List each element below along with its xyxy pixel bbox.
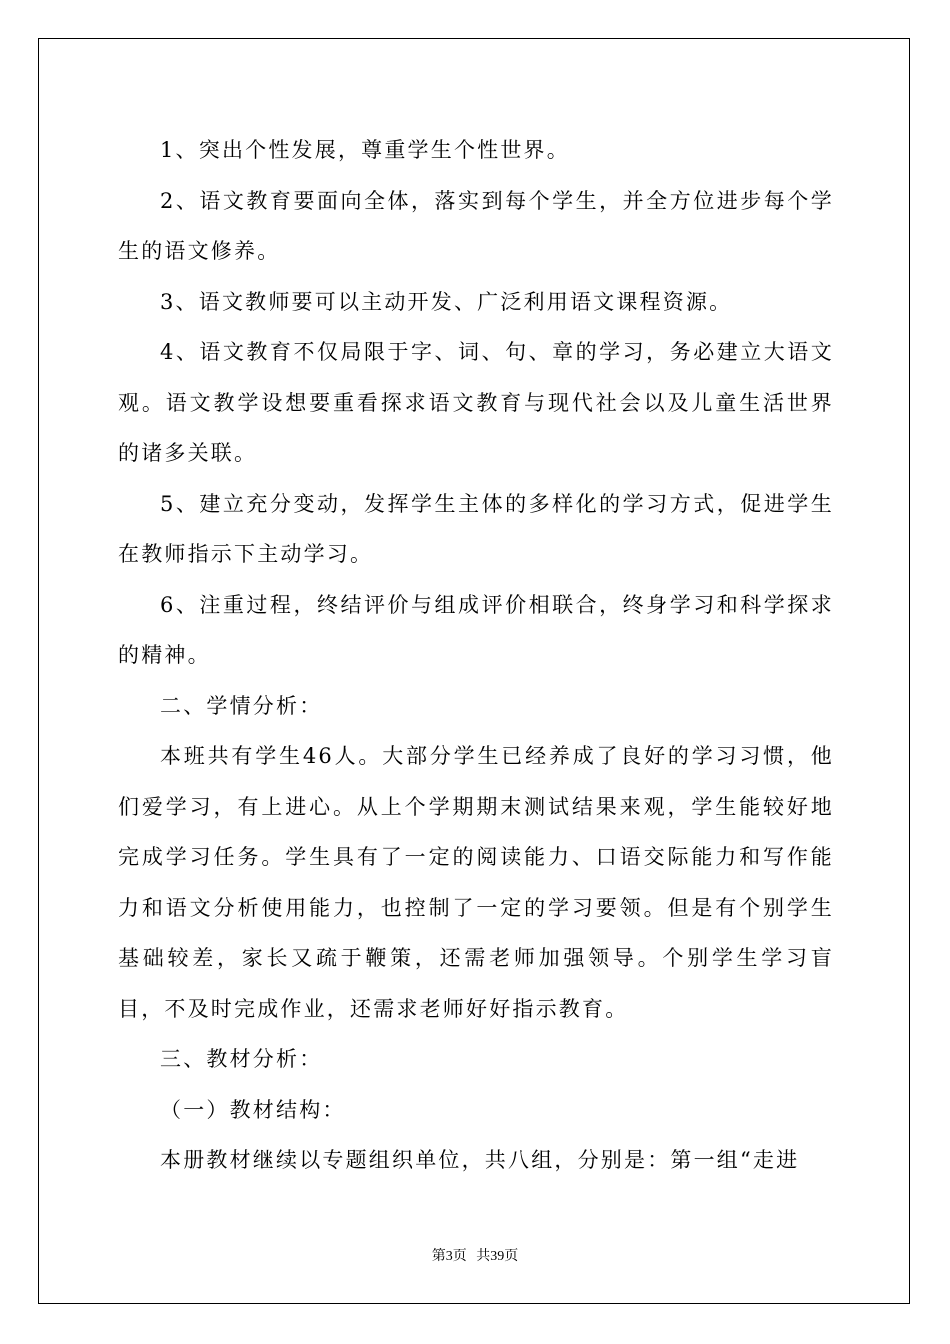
page-number: 第3页 xyxy=(431,1249,467,1264)
paragraph-3: 3、语文教师要可以主动开发、广泛利用语文课程资源。 xyxy=(160,289,733,314)
paragraph-1: 1、突出个性发展，尊重学生个性世界。 xyxy=(160,138,570,162)
paragraph-class-analysis: 本班共有学生46人。大部分学生已经养成了良好的学习习惯，他们爱学习，有上进心。从上个学期期末测试结果来观，学生能较好地完成学习任务。学生具有了一定的阅读能力、口语交际能力和写作能力和语文分析使用能力，也控制了一定的学习要领。但是有个别学生基础较差，家长又疏于鞭策，还需老师加强领导。个别学生学习盲目，不及时完成作业，还需求老师好好指示教育。 xyxy=(118,744,834,1021)
subsection-heading-textbook-structure: （一）教材结构： xyxy=(160,1097,346,1122)
paragraph-textbook-structure: 本册教材继续以专题组织单位，共八组，分别是：第一组“走进 xyxy=(160,1148,800,1172)
document-body xyxy=(118,125,834,1186)
paragraph-2: 2、语文教育要面向全体，落实到每个学生，并全方位进步每个学生的语文修养。 xyxy=(118,188,834,263)
page-footer xyxy=(0,1245,950,1265)
paragraph-4: 4、语文教育不仅局限于字、词、句、章的学习，务必建立大语文观。语文教学设想要重看探求语文教育与现代社会以及儿童生活世界的诸多关联。 xyxy=(118,340,834,465)
paragraph-6: 6、注重过程，终结评价与组成评价相联合，终身学习和科学探求的精神。 xyxy=(118,592,834,667)
page-total: 共39页 xyxy=(476,1249,519,1264)
section-heading-learning-analysis: 二、学情分析： xyxy=(160,693,323,718)
section-heading-textbook-analysis: 三、教材分析： xyxy=(160,1047,323,1071)
paragraph-5: 5、建立充分变动，发挥学生主体的多样化的学习方式，促进学生在教师指示下主动学习。 xyxy=(118,491,834,566)
